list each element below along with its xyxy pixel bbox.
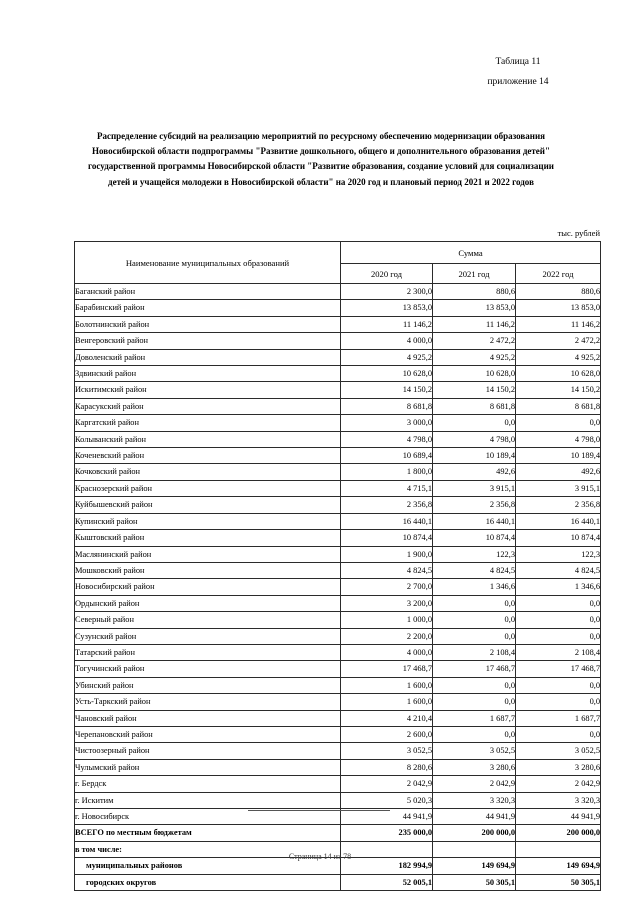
cell-amount-2021: 3 052,5	[433, 743, 516, 759]
cell-amount-2021: 10 189,4	[433, 448, 516, 464]
cell-amount-2020: 2 200,0	[341, 628, 433, 644]
cell-amount-2021: 0,0	[433, 612, 516, 628]
table-row	[75, 644, 601, 660]
cell-municipality-name: г. Бердск	[75, 776, 341, 792]
table-row	[75, 612, 601, 628]
cell-amount-2021: 0,0	[433, 694, 516, 710]
table-row	[75, 677, 601, 693]
cell-municipality-name: Колыванский район	[75, 431, 341, 447]
cell-amount-2021: 0,0	[433, 677, 516, 693]
cell-municipality-name: Новосибирский район	[75, 579, 341, 595]
cell-amount-2020: 1 800,0	[341, 464, 433, 480]
cell-amount-2022: 16 440,1	[516, 513, 601, 529]
cell-amount-2020: 5 020,3	[341, 792, 433, 808]
cell-amount-2021: 4 798,0	[433, 431, 516, 447]
table-row	[75, 497, 601, 513]
cell-amount-2020: 1 600,0	[341, 694, 433, 710]
cell-amount-2020: 1 000,0	[341, 612, 433, 628]
cell-amount-2020: 10 689,4	[341, 448, 433, 464]
cell-amount-2022: 3 320,3	[516, 792, 601, 808]
cell-municipality-name: Венгеровский район	[75, 333, 341, 349]
cell-municipality-name: Купинский район	[75, 513, 341, 529]
cell-amount-2022: 3 915,1	[516, 480, 601, 496]
cell-amount-2021: 1 687,7	[433, 710, 516, 726]
cell-municipality-name: Чулымский район	[75, 759, 341, 775]
table-row	[75, 300, 601, 316]
table-row	[75, 333, 601, 349]
cell-municipality-name: Искитимский район	[75, 382, 341, 398]
cell-amount-2022: 3 052,5	[516, 743, 601, 759]
cell-amount-2020: 4 210,4	[341, 710, 433, 726]
cell-amount-2020: 16 440,1	[341, 513, 433, 529]
cell-municipality-name: Кыштовский район	[75, 530, 341, 546]
cell-amount-2021: 10 874,4	[433, 530, 516, 546]
cell-amount-2020: 10 874,4	[341, 530, 433, 546]
cell-municipality-name: Карасукский район	[75, 398, 341, 414]
table-row	[75, 710, 601, 726]
cell-amount-2020: 3 000,0	[341, 415, 433, 431]
cell-municipality-name: Татарский район	[75, 644, 341, 660]
cell-amount-2021: 0,0	[433, 726, 516, 742]
cell-amount-2020: 4 824,5	[341, 562, 433, 578]
table-row	[75, 776, 601, 792]
cell-municipality-name: Ордынский район	[75, 595, 341, 611]
cell-amount-2020: 3 200,0	[341, 595, 433, 611]
header-year-2020: 2020 год	[341, 264, 433, 284]
cell-amount-2022: 2 042,9	[516, 776, 601, 792]
appendix-label: приложение 14	[487, 77, 549, 87]
table-header-row-1	[75, 242, 601, 264]
table-row	[75, 382, 601, 398]
table-row	[75, 398, 601, 414]
table-header	[75, 242, 601, 284]
cell-amount-2020: 182 994,9	[341, 858, 433, 874]
cell-municipality-name: в том числе:	[75, 841, 341, 857]
cell-amount-2022: 17 468,7	[516, 661, 601, 677]
cell-municipality-name: Куйбышевский район	[75, 497, 341, 513]
table-row	[75, 743, 601, 759]
cell-municipality-name: Убинский район	[75, 677, 341, 693]
cell-amount-2021: 0,0	[433, 595, 516, 611]
cell-amount-2022: 2 108,4	[516, 644, 601, 660]
table-body	[75, 284, 601, 891]
cell-amount-2022: 4 925,2	[516, 349, 601, 365]
cell-amount-2021: 0,0	[433, 628, 516, 644]
cell-amount-2020: 235 000,0	[341, 825, 433, 841]
cell-amount-2020: 8 280,6	[341, 759, 433, 775]
cell-amount-2021: 16 440,1	[433, 513, 516, 529]
cell-amount-2021: 3 280,6	[433, 759, 516, 775]
table-row	[75, 661, 601, 677]
table-row	[75, 480, 601, 496]
cell-amount-2021: 1 346,6	[433, 579, 516, 595]
cell-amount-2022: 0,0	[516, 677, 601, 693]
cell-amount-2021: 122,3	[433, 546, 516, 562]
cell-amount-2022: 4 824,5	[516, 562, 601, 578]
table-row	[75, 546, 601, 562]
table-row	[75, 694, 601, 710]
cell-municipality-name: Баганский район	[75, 284, 341, 300]
cell-amount-2020: 2 300,0	[341, 284, 433, 300]
cell-amount-2022: 14 150,2	[516, 382, 601, 398]
cell-amount-2020: 2 600,0	[341, 726, 433, 742]
cell-amount-2020: 52 005,1	[341, 874, 433, 890]
table-row	[75, 431, 601, 447]
cell-municipality-name: Мошковский район	[75, 562, 341, 578]
cell-amount-2020: 4 798,0	[341, 431, 433, 447]
cell-amount-2021: 10 628,0	[433, 366, 516, 382]
cell-amount-2021: 2 108,4	[433, 644, 516, 660]
cell-amount-2021: 50 305,1	[433, 874, 516, 890]
header-year-2022: 2022 год	[516, 264, 601, 284]
cell-municipality-name: Коченевский район	[75, 448, 341, 464]
cell-amount-2021: 3 915,1	[433, 480, 516, 496]
cell-amount-2020: 4 925,2	[341, 349, 433, 365]
cell-amount-2020: 2 700,0	[341, 579, 433, 595]
cell-municipality-name: Каргатский район	[75, 415, 341, 431]
cell-municipality-name: Тогучинский район	[75, 661, 341, 677]
subsidies-table	[74, 241, 601, 891]
cell-amount-2022: 880,6	[516, 284, 601, 300]
cell-municipality-name: ВСЕГО по местным бюджетам	[75, 825, 341, 841]
cell-amount-2022: 149 694,9	[516, 858, 601, 874]
cell-amount-2020: 2 356,8	[341, 497, 433, 513]
cell-amount-2020: 1 900,0	[341, 546, 433, 562]
table-row	[75, 366, 601, 382]
cell-amount-2022: 2 356,8	[516, 497, 601, 513]
cell-municipality-name: Здвинский район	[75, 366, 341, 382]
table-row	[75, 316, 601, 332]
cell-municipality-name: Сузунский район	[75, 628, 341, 644]
cell-amount-2021: 17 468,7	[433, 661, 516, 677]
cell-amount-2022: 2 472,2	[516, 333, 601, 349]
cell-amount-2021: 149 694,9	[433, 858, 516, 874]
subsidies-table-container	[74, 241, 600, 891]
cell-amount-2021: 2 356,8	[433, 497, 516, 513]
cell-amount-2022: 0,0	[516, 612, 601, 628]
cell-amount-2022: 1 687,7	[516, 710, 601, 726]
cell-amount-2022: 50 305,1	[516, 874, 601, 890]
page-title: Распределение субсидий на реализацию мероприятий по ресурсному обеспечению модернизации образования Новосибирской области подпрограммы "Развитие дошкольного, общего и дополнительного образования детей" государственной программы Новосибирской области "Развитие образования, создание условий для социализации детей и учащейся молодежи в Новосибирской области" на 2020 год и плановый период 2021 и 2022 годов	[88, 131, 554, 187]
table-row	[75, 628, 601, 644]
cell-municipality-name: Усть-Таркский район	[75, 694, 341, 710]
table-row	[75, 448, 601, 464]
cell-municipality-name: г. Новосибирск	[75, 809, 341, 825]
table-row	[75, 349, 601, 365]
table-row	[75, 759, 601, 775]
table-label: Таблица 11	[495, 57, 541, 67]
cell-municipality-name: Чановский район	[75, 710, 341, 726]
cell-amount-2021: 11 146,2	[433, 316, 516, 332]
cell-amount-2022: 0,0	[516, 628, 601, 644]
cell-municipality-name: Краснозерский район	[75, 480, 341, 496]
cell-amount-2021: 4 925,2	[433, 349, 516, 365]
cell-amount-2020: 4 715,1	[341, 480, 433, 496]
cell-amount-2021: 4 824,5	[433, 562, 516, 578]
cell-municipality-name: Кочковский район	[75, 464, 341, 480]
cell-amount-2021: 3 320,3	[433, 792, 516, 808]
cell-municipality-name: Чистоозерный район	[75, 743, 341, 759]
page-number: Страница 14 из 78	[288, 852, 352, 861]
header-sum-group: Сумма	[341, 242, 601, 264]
header-year-2021: 2021 год	[433, 264, 516, 284]
cell-amount-2020: 1 600,0	[341, 677, 433, 693]
cell-amount-2022: 0,0	[516, 694, 601, 710]
cell-amount-2022: 0,0	[516, 415, 601, 431]
cell-amount-2020: 3 052,5	[341, 743, 433, 759]
cell-municipality-name: городских округов	[75, 874, 341, 890]
cell-amount-2021: 200 000,0	[433, 825, 516, 841]
units-label: тыс. рублей	[557, 228, 600, 238]
cell-municipality-name: Черепановский район	[75, 726, 341, 742]
header-municipality-name: Наименование муниципальных образований	[75, 242, 341, 284]
cell-amount-2021: 13 853,0	[433, 300, 516, 316]
cell-amount-2021: 492,6	[433, 464, 516, 480]
cell-amount-2021: 2 042,9	[433, 776, 516, 792]
cell-municipality-name: муниципальных районов	[75, 858, 341, 874]
cell-amount-2020: 4 000,0	[341, 333, 433, 349]
table-row	[75, 284, 601, 300]
cell-amount-2021: 2 472,2	[433, 333, 516, 349]
table-row	[75, 415, 601, 431]
table-row	[75, 579, 601, 595]
table-row	[75, 464, 601, 480]
cell-amount-2022: 10 189,4	[516, 448, 601, 464]
cell-amount-2021: 14 150,2	[433, 382, 516, 398]
table-row	[75, 562, 601, 578]
cell-amount-2020: 4 000,0	[341, 644, 433, 660]
cell-amount-2021: 880,6	[433, 284, 516, 300]
cell-amount-2022: 492,6	[516, 464, 601, 480]
cell-amount-2022: 1 346,6	[516, 579, 601, 595]
cell-amount-2022: 10 628,0	[516, 366, 601, 382]
cell-amount-2022: 0,0	[516, 595, 601, 611]
cell-amount-2022: 200 000,0	[516, 825, 601, 841]
cell-amount-2022: 11 146,2	[516, 316, 601, 332]
cell-amount-2020: 44 941,9	[341, 809, 433, 825]
cell-amount-2021: 44 941,9	[433, 809, 516, 825]
cell-municipality-name: Доволенский район	[75, 349, 341, 365]
cell-amount-2022: 3 280,6	[516, 759, 601, 775]
cell-amount-2022: 0,0	[516, 726, 601, 742]
cell-municipality-name: Барабинский район	[75, 300, 341, 316]
table-row	[75, 513, 601, 529]
cell-municipality-name: г. Искитим	[75, 792, 341, 808]
table-row	[75, 874, 601, 890]
cell-amount-2020: 17 468,7	[341, 661, 433, 677]
cell-amount-2020: 8 681,8	[341, 398, 433, 414]
cell-amount-2020: 10 628,0	[341, 366, 433, 382]
table-row	[75, 530, 601, 546]
cell-amount-2022: 44 941,9	[516, 809, 601, 825]
table-row	[75, 726, 601, 742]
table-row	[75, 792, 601, 808]
cell-amount-2020: 13 853,0	[341, 300, 433, 316]
document-header	[438, 52, 598, 92]
cell-amount-2022: 13 853,0	[516, 300, 601, 316]
cell-amount-2022: 8 681,8	[516, 398, 601, 414]
footer-divider	[248, 810, 390, 811]
cell-municipality-name: Северный район	[75, 612, 341, 628]
cell-amount-2021: 8 681,8	[433, 398, 516, 414]
cell-amount-2020: 11 146,2	[341, 316, 433, 332]
table-row	[75, 595, 601, 611]
cell-municipality-name: Маслянинский район	[75, 546, 341, 562]
cell-amount-2022: 4 798,0	[516, 431, 601, 447]
cell-amount-2022: 10 874,4	[516, 530, 601, 546]
cell-amount-2020: 14 150,2	[341, 382, 433, 398]
table-row	[75, 825, 601, 841]
cell-amount-2020: 2 042,9	[341, 776, 433, 792]
cell-amount-2022: 122,3	[516, 546, 601, 562]
cell-amount-2021: 0,0	[433, 415, 516, 431]
cell-municipality-name: Болотнинский район	[75, 316, 341, 332]
